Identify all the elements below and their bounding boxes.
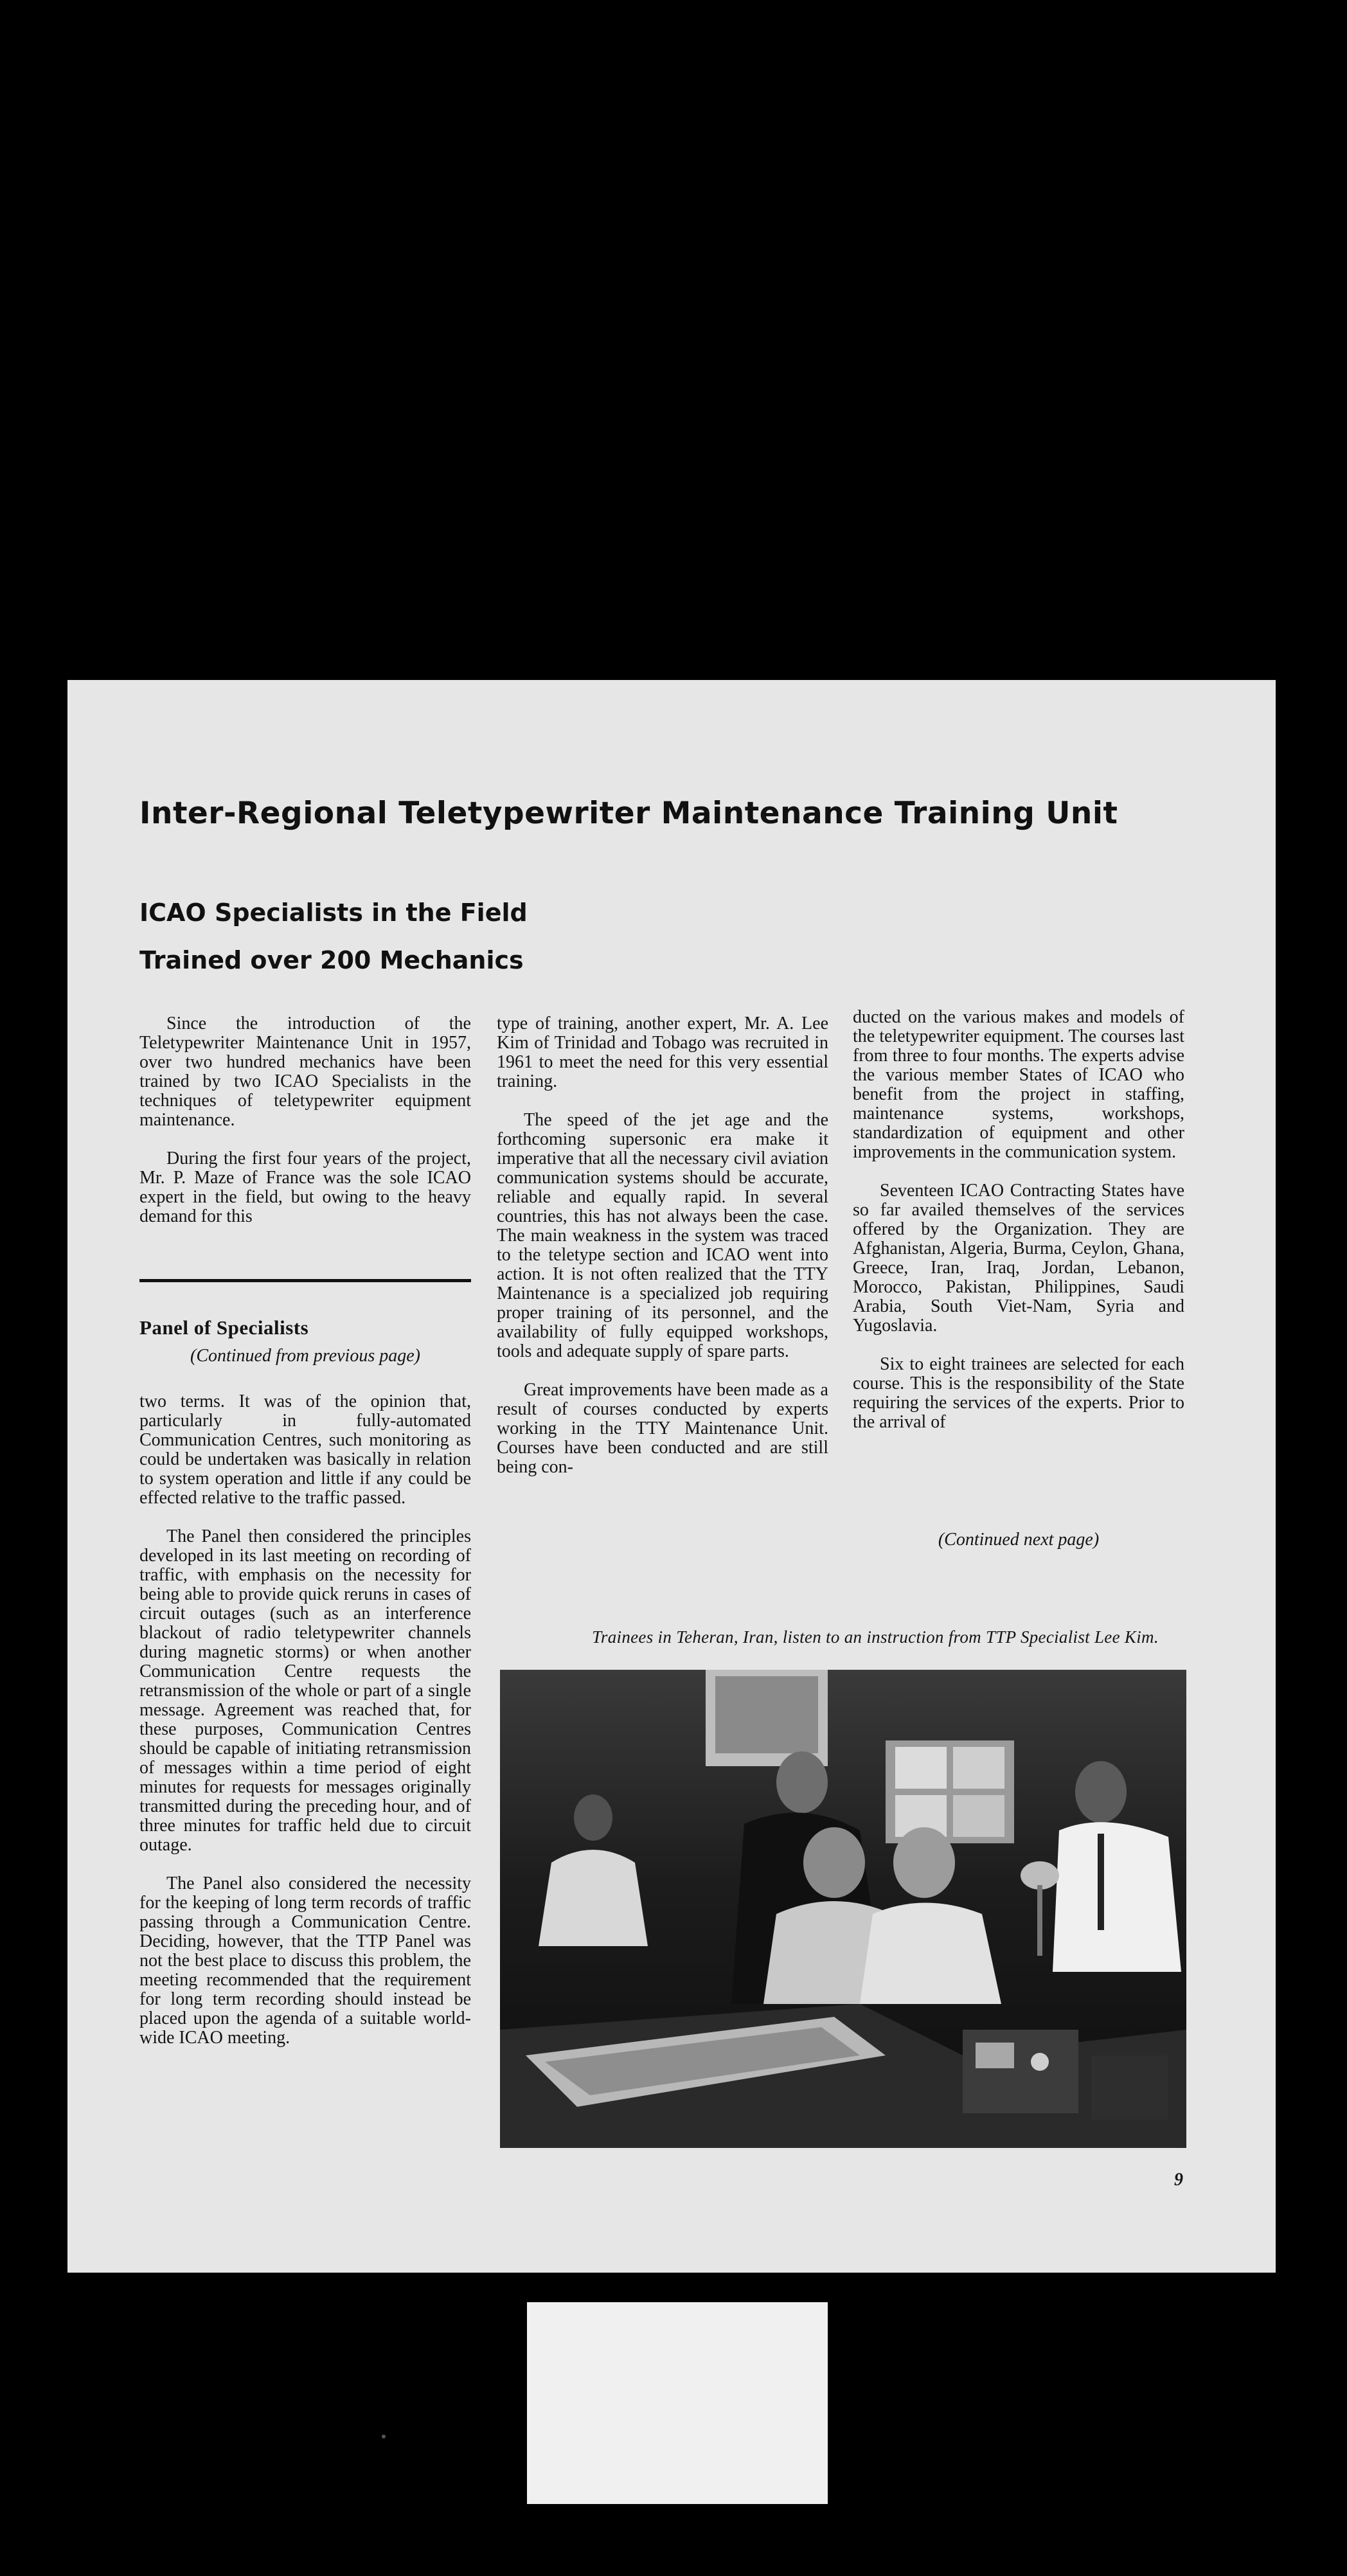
paragraph: type of training, another expert, Mr. A. Lee Kim of Trinidad and Tobago was recruited in 1961 to meet the need for this very essential training. (497, 1014, 828, 1091)
trainees-photo (500, 1670, 1186, 2148)
paragraph: two terms. It was of the opinion that, particularly in fully-automated Communication Centres, such monitoring as could be undertaken was basically in relation to system operation and little if any could be effected relative to the traffic passed. (139, 1391, 471, 1508)
paragraph: The Panel also considered the necessity for the keeping of long term records of traffic passing through a Communication Centre. Deciding, however, that the TTP Panel was not the best place to discuss this problem, the meeting recommended that the requirement for long term recording should instead be placed upon the agenda of a suitable world-wide ICAO meeting. (139, 1874, 471, 2048)
article-title: Inter-Regional Teletypewriter Maintenance Training Unit (139, 796, 1118, 831)
paragraph: Great improvements have been made as a result of courses conducted by experts working in the TTY Maintenance Unit. Courses have been conducted and are still being con- (497, 1380, 828, 1477)
dust-speck (382, 2435, 386, 2438)
column-3 (853, 1008, 1184, 1451)
paragraph: Six to eight trainees are selected for each course. This is the responsibility of the State requiring the services of the experts. Prior to the arrival of (853, 1354, 1184, 1432)
column-2 (497, 1014, 828, 1496)
white-card (527, 2302, 828, 2504)
column-1-panel (139, 1392, 471, 2067)
page-number: 9 (1174, 2170, 1183, 2190)
panel-heading: Panel of Specialists (139, 1316, 309, 1339)
photo-caption: Trainees in Teheran, Iran, listen to an instruction from TTP Specialist Lee Kim. (592, 1627, 1159, 1647)
column-1-top (139, 1014, 471, 1246)
paragraph: Since the introduction of the Teletypewriter Maintenance Unit in 1957, over two hundred mechanics have been trained by two ICAO Specialists in the techniques of teletypewriter equipment maintenance. (139, 1014, 471, 1130)
continued-next-note: (Continued next page) (938, 1530, 1100, 1550)
paragraph: The Panel then considered the principles developed in its last meeting on recording of traffic, with emphasis on the necessity for being able to provide quick reruns in cases of circuit outages (such as an interference blackout of radio teletypewriter channels during magnetic storms) or when another Communication Centre requests the retransmission of the whole or part of a single message. Agreement was reached that, for these purposes, Communication Centres should be capable of initiating retransmission of messages within a time period of eight minutes for requests for messages originally transmitted during the preceding hour, and of three minutes for traffic held due to circuit outage. (139, 1526, 471, 1855)
paragraph: ducted on the various makes and models of the teletypewriter equipment. The courses last from three to four months. The experts advise the various member States of ICAO who benefit from the project in staffing, maintenance systems, workshops, standardization of equipment and other improvements in the communication system. (853, 1007, 1184, 1162)
paragraph: During the first four years of the project, Mr. P. Maze of France was the sole ICAO expert in the field, but owing to the heavy demand for this (139, 1149, 471, 1226)
paragraph: The speed of the jet age and the forthcoming supersonic era make it imperative that all the necessary civil aviation communication systems should be accurate, reliable and equally rapid. In several countries, this has not always been the case. The main weakness in the system was traced to the teletype section and ICAO went into action. It is not often realized that the TTY Maintenance is a specialized job requiring proper training of its personnel, and the availability of fully equipped workshops, tools and adequate supply of spare parts. (497, 1110, 828, 1361)
article-subtitle-line2: Trained over 200 Mechanics (139, 946, 524, 974)
magazine-page (67, 680, 1276, 2273)
paragraph: Seventeen ICAO Contracting States have so far availed themselves of the services offered by the Organization. They are Afghanistan, Algeria, Burma, Ceylon, Ghana, Greece, Iran, Iraq, Jordan, Lebanon, Morocco, Pakistan, Philippines, Saudi Arabia, South Viet-Nam, Syria and Yugoslavia. (853, 1181, 1184, 1336)
article-subtitle-line1: ICAO Specialists in the Field (139, 899, 528, 927)
section-divider (139, 1279, 471, 1282)
continued-from-note: (Continued from previous page) (190, 1346, 420, 1366)
